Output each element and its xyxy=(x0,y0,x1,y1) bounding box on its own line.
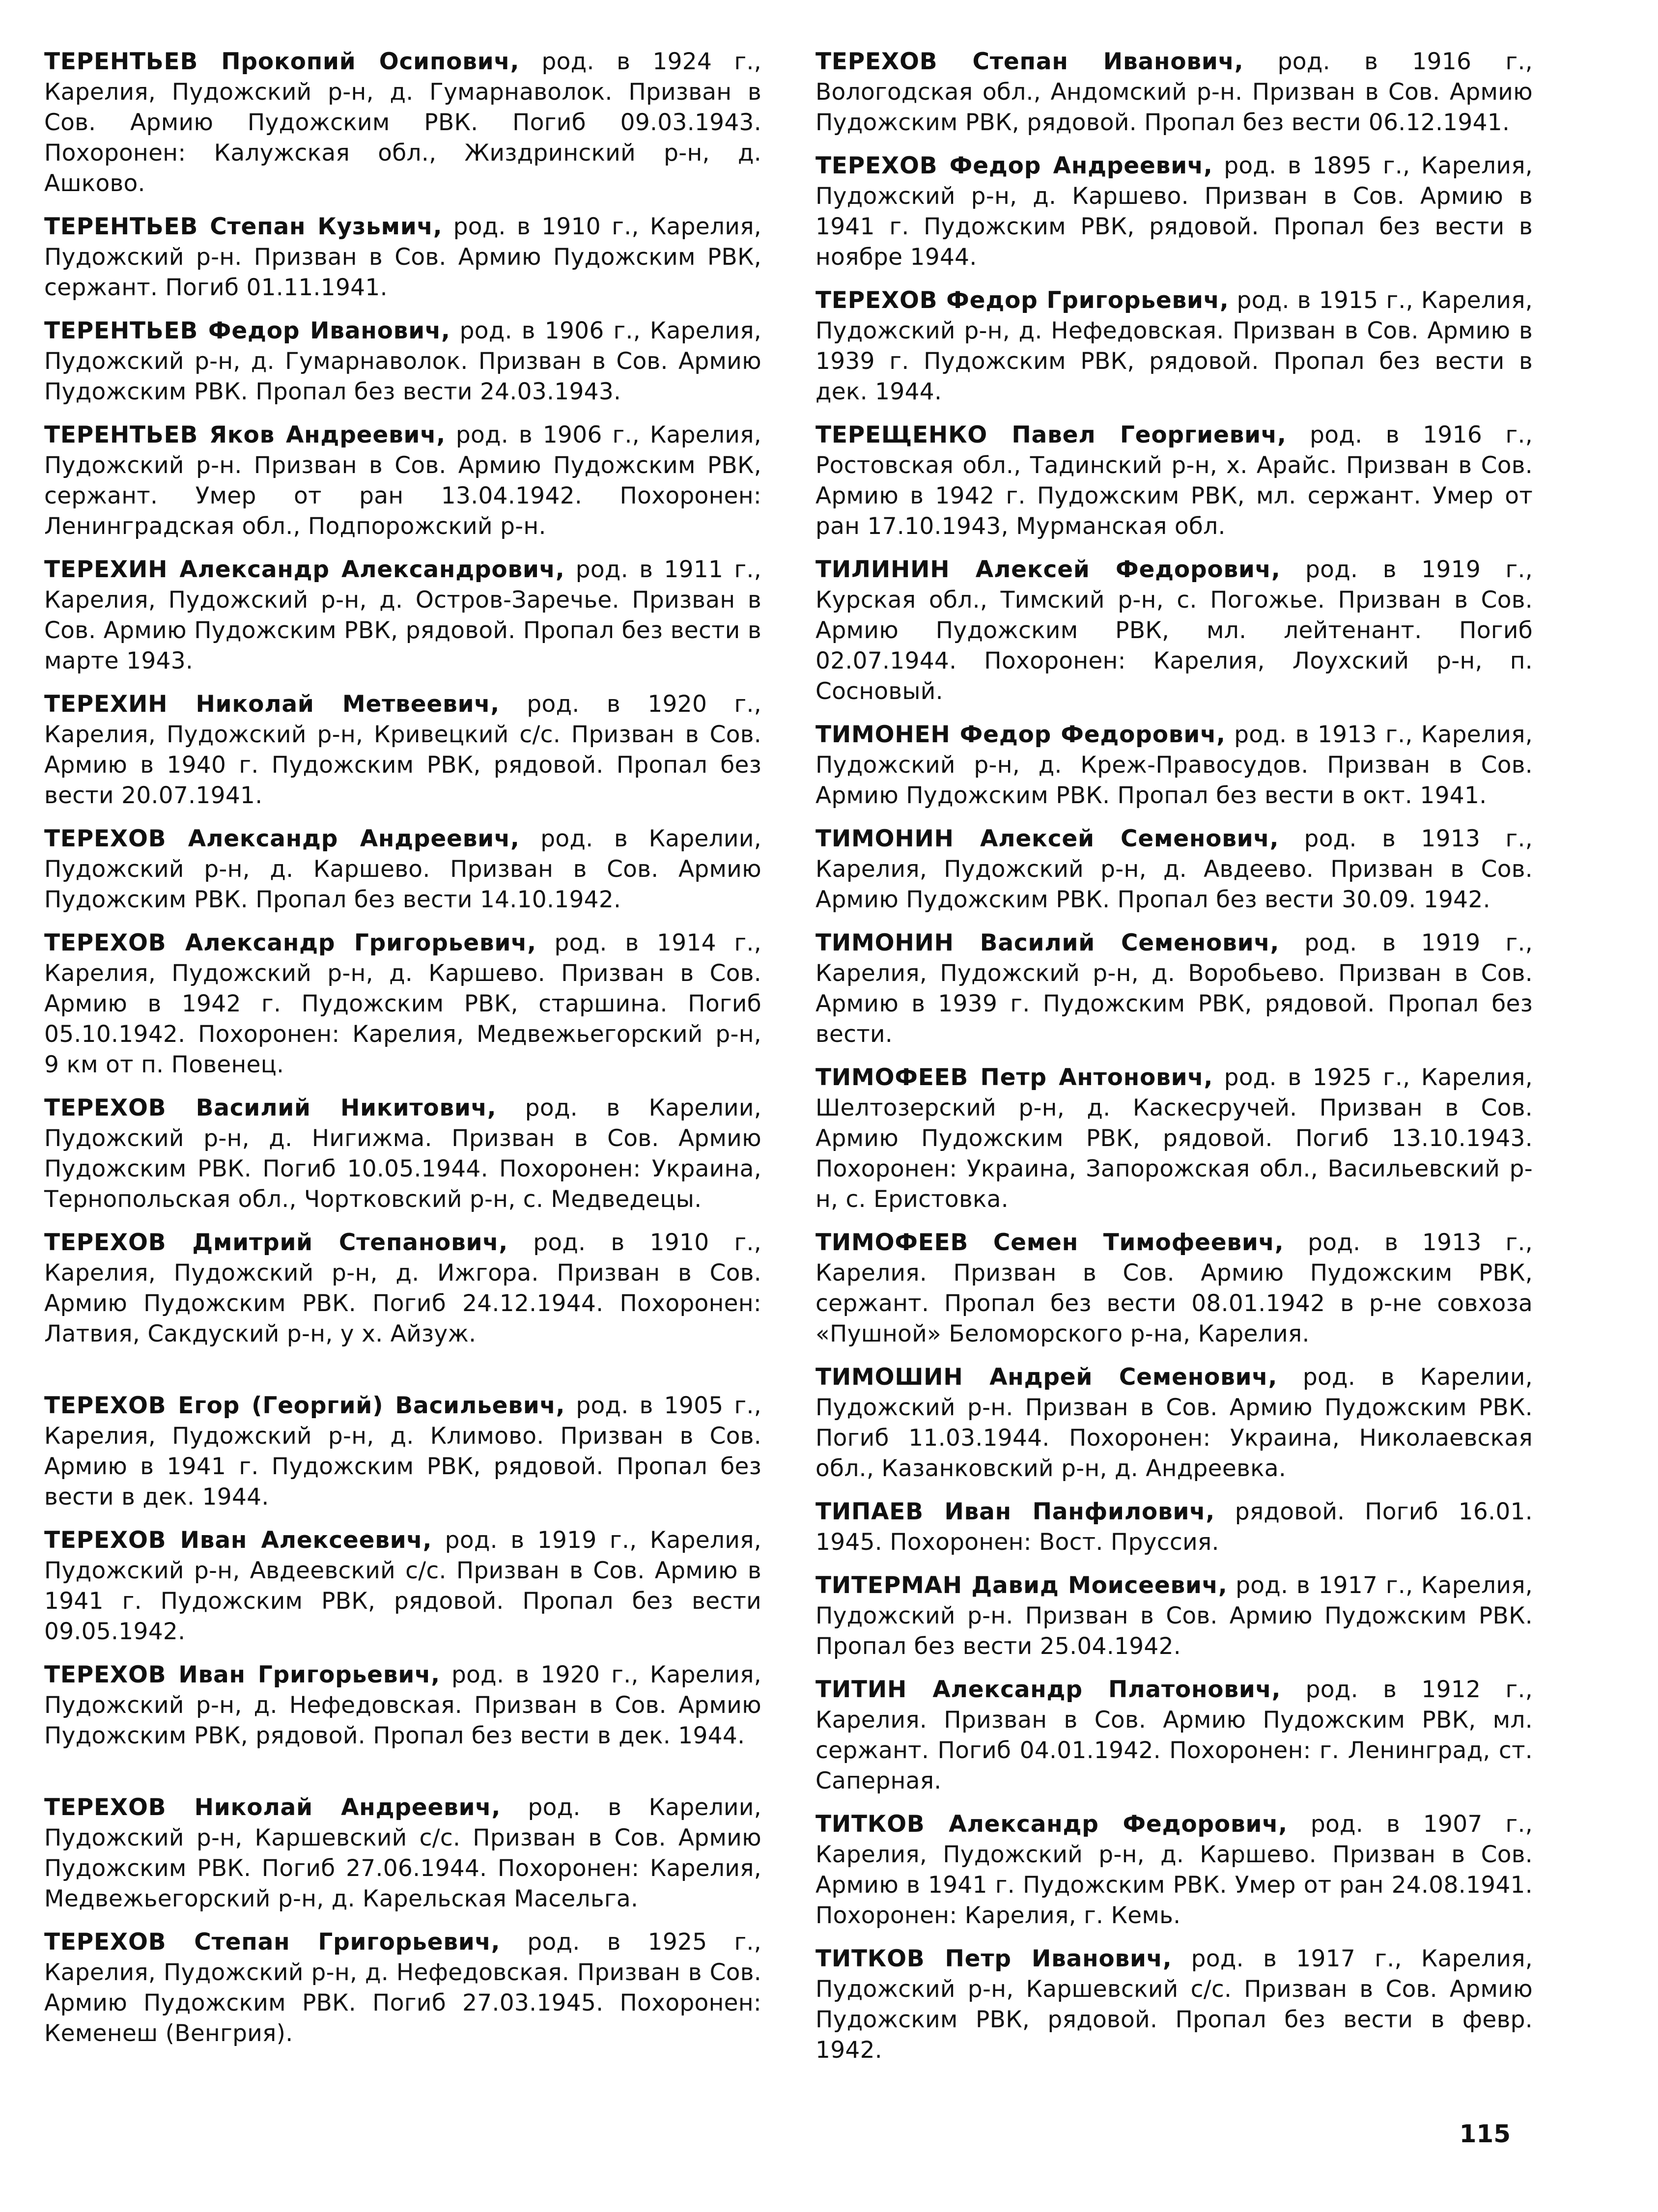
right-column xyxy=(815,47,1533,2078)
entry-name: ТЕРЕХИН Николай Метвеевич, xyxy=(44,691,500,718)
entry xyxy=(815,720,1533,811)
entry-text: род. в 1906 г., Карелия, Пудожский р-н. Призван в Сов. Армию Пудожским РВК, сержант. Умер от ран 13.04.1942. Похоронен: Ленинградская обл., Подпорожский р-н. xyxy=(44,421,761,540)
entry xyxy=(44,555,761,676)
entry-name: ТЕРЕХОВ Дмитрий Степанович, xyxy=(44,1229,508,1256)
entry-name: ТЕРЕХОВ Николай Андреевич, xyxy=(44,1794,501,1821)
entry-text: род. в 1919 г., Карелия, Пудожский р-н, д. Воробьево. Призван в Сов. Армию в 1939 г. Пудожским РВК, рядовой. Пропал без вести. xyxy=(815,929,1533,1048)
entry-text: род. в 1919 г., Курская обл., Тимский р-н, с. Погожье. Призван в Сов. Армию Пудожским РВК, мл. лейтенант. Погиб 02.07.1944. Похоронен: Карелия, Лоухский р-н, п. Сосновый. xyxy=(815,556,1533,705)
entry-name: ТИМОНИН Василий Семенович, xyxy=(815,929,1280,956)
entry-text: род. в 1925 г., Карелия, Шелтозерский р-н, д. Каскесручей. Призван в Сов. Армию Пудожским РВК, рядовой. Погиб 13.10.1943. Похоронен: Украина, Запорожская обл., Васильевский р-н, с. Еристовка. xyxy=(815,1064,1533,1213)
entry xyxy=(815,1228,1533,1349)
entry xyxy=(44,689,761,811)
entry-text: род. в 1906 г., Карелия, Пудожский р-н, д. Гумарнаволок. Призван в Сов. Армию Пудожским РВК. Пропал без вести 24.03.1943. xyxy=(44,317,762,405)
entry xyxy=(815,1362,1533,1484)
entry-text: род. в 1913 г., Карелия, Пудожский р-н, д. Креж-Правосудов. Призван в Сов. Армию Пудожским РВК. Пропал без вести в окт. 1941. xyxy=(815,721,1533,809)
entry xyxy=(44,316,761,407)
entry xyxy=(44,824,761,915)
entry xyxy=(44,1927,761,2049)
entry-text: род. в 1905 г., Карелия, Пудожский р-н, д. Климово. Призван в Сов. Армию в 1941 г. Пудожским РВК, рядовой. Пропал без вести в дек. 1944. xyxy=(44,1392,761,1511)
entry-name: ТИМОШИН Андрей Семенович, xyxy=(815,1364,1278,1391)
entry-name: ТИМОФЕЕВ Семен Тимофеевич, xyxy=(815,1229,1284,1256)
entry-name: ТЕРЕХОВ Степан Григорьевич, xyxy=(44,1929,501,1956)
entry-text: род. в 1912 г., Карелия. Призван в Сов. Армию Пудожским РВК, мл. сержант. Погиб 04.01.1942. Похоронен: г. Ленинград, ст. Саперная. xyxy=(815,1676,1533,1794)
page-number: 115 xyxy=(1459,2120,1511,2148)
entry-text: род. в 1920 г., Карелия, Пудожский р-н, д. Нефедовская. Призван в Сов. Армию Пудожским РВК, рядовой. Пропал без вести в дек. 1944. xyxy=(44,1661,761,1749)
entry-text: род. в 1914 г., Карелия, Пудожский р-н, д. Каршево. Призван в Сов. Армию в 1942 г. Пудожским РВК, старшина. Погиб 05.10.1942. Похоронен: Карелия, Медвежьегорский р-н, 9 км от п. Повенец. xyxy=(44,929,761,1078)
entry-name: ТЕРЕНТЬЕВ Прокопий Осипович, xyxy=(44,48,520,75)
entry xyxy=(44,1391,761,1512)
entry-name: ТЕРЕНТЬЕВ Федор Иванович, xyxy=(44,317,450,344)
entry xyxy=(44,1525,761,1647)
entry-name: ТИМОНЕН Федор Федорович, xyxy=(815,721,1226,748)
entry-text: род. в Карелии, Пудожский р-н. Призван в Сов. Армию Пудожским РВК. Погиб 11.03.1944. Похоронен: Украина, Николаевская обл., Казанковский р-н, д. Андреевка. xyxy=(815,1364,1533,1482)
entry xyxy=(815,555,1533,707)
entry-name: ТЕРЕХОВ Иван Григорьевич, xyxy=(44,1661,440,1688)
entry-name: ТЕРЕХИН Александр Александрович, xyxy=(44,556,565,583)
entry-name: ТИТКОВ Петр Иванович, xyxy=(815,1945,1172,1972)
entry xyxy=(44,212,761,303)
entry xyxy=(44,1093,761,1215)
entry xyxy=(44,1228,761,1349)
entry-text: род. в 1910 г., Карелия, Пудожский р-н, д. Ижгора. Призван в Сов. Армию Пудожским РВК. Погиб 24.12.1944. Похоронен: Латвия, Сакдуский р-н, у х. Айзуж. xyxy=(44,1229,761,1347)
entry-text: рядовой. Погиб 16.01. 1945. Похоронен: Вост. Пруссия. xyxy=(815,1498,1533,1556)
entry-name: ТЕРЕХОВ Федор Андреевич, xyxy=(815,152,1213,179)
entry xyxy=(815,151,1533,273)
entry-name: ТЕРЕХОВ Александр Андреевич, xyxy=(44,825,520,852)
entry-text: род. в 1910 г., Карелия, Пудожский р-н. Призван в Сов. Армию Пудожским РВК, сержант. Погиб 01.11.1941. xyxy=(44,213,762,301)
entry-name: ТИПАЕВ Иван Панфилович, xyxy=(815,1498,1215,1525)
entry xyxy=(815,420,1533,542)
entry xyxy=(44,47,761,199)
entry xyxy=(44,420,761,542)
entry xyxy=(44,928,761,1080)
entry-text: род. в 1913 г., Карелия, Пудожский р-н, д. Авдеево. Призван в Сов. Армию Пудожским РВК. Пропал без вести 30.09. 1942. xyxy=(815,825,1533,913)
entry xyxy=(44,1660,761,1751)
entry-name: ТИМОНИН Алексей Семенович, xyxy=(815,825,1279,852)
entry-name: ТИТИН Александр Платонович, xyxy=(815,1676,1281,1703)
entry xyxy=(815,1570,1533,1662)
entry-name: ТЕРЕНТЬЕВ Степан Кузьмич, xyxy=(44,213,443,240)
entry-text: род. в 1916 г., Вологодская обл., Андомский р-н. Призван в Сов. Армию Пудожским РВК, рядовой. Пропал без вести 06.12.1941. xyxy=(815,48,1533,136)
entry-name: ТЕРЕХОВ Александр Григорьевич, xyxy=(44,929,536,956)
entry-text: род. в Карелии, Пудожский р-н, д. Нигижма. Призван в Сов. Армию Пудожским РВК. Погиб 10.05.1944. Похоронен: Украина, Тернопольская обл., Чортковский р-н, с. Медведецы. xyxy=(44,1094,761,1213)
entry-name: ТЕРЕХОВ Егор (Георгий) Васильевич, xyxy=(44,1392,565,1419)
entry-text: род. в 1916 г., Ростовская обл., Тадинский р-н, х. Арайс. Призван в Сов. Армию в 1942 г. Пудожским РВК, мл. сержант. Умер от ран 17.10.1943, Мурманская обл. xyxy=(815,421,1533,540)
entry-name: ТИТЕРМАН Давид Моисеевич, xyxy=(815,1572,1228,1599)
entry xyxy=(815,1675,1533,1796)
entry-text: род. в 1919 г., Карелия, Пудожский р-н, Авдеевский с/с. Призван в Сов. Армию в 1941 г. Пудожским РВК, рядовой. Пропал без вести 09.05.1942. xyxy=(44,1527,761,1645)
entry xyxy=(815,824,1533,915)
entry-text: род. в Карелии, Пудожский р-н, д. Каршево. Призван в Сов. Армию Пудожским РВК. Пропал без вести 14.10.1942. xyxy=(44,825,761,913)
entry xyxy=(815,285,1533,407)
entry xyxy=(815,1063,1533,1215)
entry-text: род. в 1917 г., Карелия, Пудожский р-н, Каршевский с/с. Призван в Сов. Армию Пудожским РВК, рядовой. Пропал без вести в февр. 1942. xyxy=(815,1945,1533,2064)
entry-text: род. в 1913 г., Карелия. Призван в Сов. Армию Пудожским РВК, сержант. Пропал без вести 08.01.1942 в р-не совхоза «Пушной» Беломорского р-на, Карелия. xyxy=(815,1229,1533,1347)
entry-name: ТИЛИНИН Алексей Федорович, xyxy=(815,556,1281,583)
entry-name: ТИТКОВ Александр Федорович, xyxy=(815,1811,1288,1838)
entry xyxy=(815,1497,1533,1558)
entry-text: род. в 1920 г., Карелия, Пудожский р-н, Кривецкий с/с. Призван в Сов. Армию в 1940 г. Пудожским РВК, рядовой. Пропал без вести 20.07.1941. xyxy=(44,691,761,809)
entry xyxy=(815,928,1533,1050)
entry-name: ТИМОФЕЕВ Петр Антонович, xyxy=(815,1064,1213,1091)
entry-name: ТЕРЕХОВ Степан Иванович, xyxy=(815,48,1244,75)
entry xyxy=(815,1809,1533,1931)
entry xyxy=(815,1944,1533,2066)
entry-text: род. в 1915 г., Карелия, Пудожский р-н, д. Нефедовская. Призван в Сов. Армию в 1939 г. Пудожским РВК, рядовой. Пропал без вести в дек. 1944. xyxy=(815,287,1533,405)
entry-text: род. в Карелии, Пудожский р-н, Каршевский с/с. Призван в Сов. Армию Пудожским РВК. Погиб 27.06.1944. Похоронен: Карелия, Медвежьегорский р-н, д. Карельская Масельга. xyxy=(44,1794,761,1912)
entry xyxy=(815,47,1533,138)
entry-name: ТЕРЕХОВ Федор Григорьевич, xyxy=(815,287,1229,314)
entry-text: род. в 1917 г., Карелия, Пудожский р-н. Призван в Сов. Армию Пудожским РВК. Пропал без вести 25.04.1942. xyxy=(815,1572,1533,1660)
entry-name: ТЕРЕНТЬЕВ Яков Андреевич, xyxy=(44,421,446,448)
entry-name: ТЕРЕЩЕНКО Павел Георгиевич, xyxy=(815,421,1287,448)
entry-text: род. в 1895 г., Карелия, Пудожский р-н, д. Каршево. Призван в Сов. Армию в 1941 г. Пудожским РВК, рядовой. Пропал без вести в ноябре 1944. xyxy=(815,152,1533,271)
entry-text: род. в 1911 г., Карелия, Пудожский р-н, д. Остров-Заречье. Призван в Сов. Армию Пудожским РВК, рядовой. Пропал без вести в марте 1943. xyxy=(44,556,761,674)
entry xyxy=(44,1792,761,1914)
entry-text: род. в 1925 г., Карелия, Пудожский р-н, д. Нефедовская. Призван в Сов. Армию Пудожским РВК. Погиб 27.03.1945. Похоронен: Кеменеш (Венгрия). xyxy=(44,1929,761,2047)
entry-name: ТЕРЕХОВ Василий Никитович, xyxy=(44,1094,497,1121)
entry-text: род. в 1924 г., Карелия, Пудожский р-н, д. Гумарнаволок. Призван в Сов. Армию Пудожским РВК. Погиб 09.03.1943. Похоронен: Калужская обл., Жиздринский р-н, д. Ашково. xyxy=(44,48,761,197)
entry-text: род. в 1907 г., Карелия, Пудожский р-н, д. Каршево. Призван в Сов. Армию в 1941 г. Пудожским РВК. Умер от ран 24.08.1941. Похоронен: Карелия, г. Кемь. xyxy=(815,1811,1533,1929)
entry-name: ТЕРЕХОВ Иван Алексеевич, xyxy=(44,1527,432,1554)
left-column xyxy=(44,47,761,2062)
